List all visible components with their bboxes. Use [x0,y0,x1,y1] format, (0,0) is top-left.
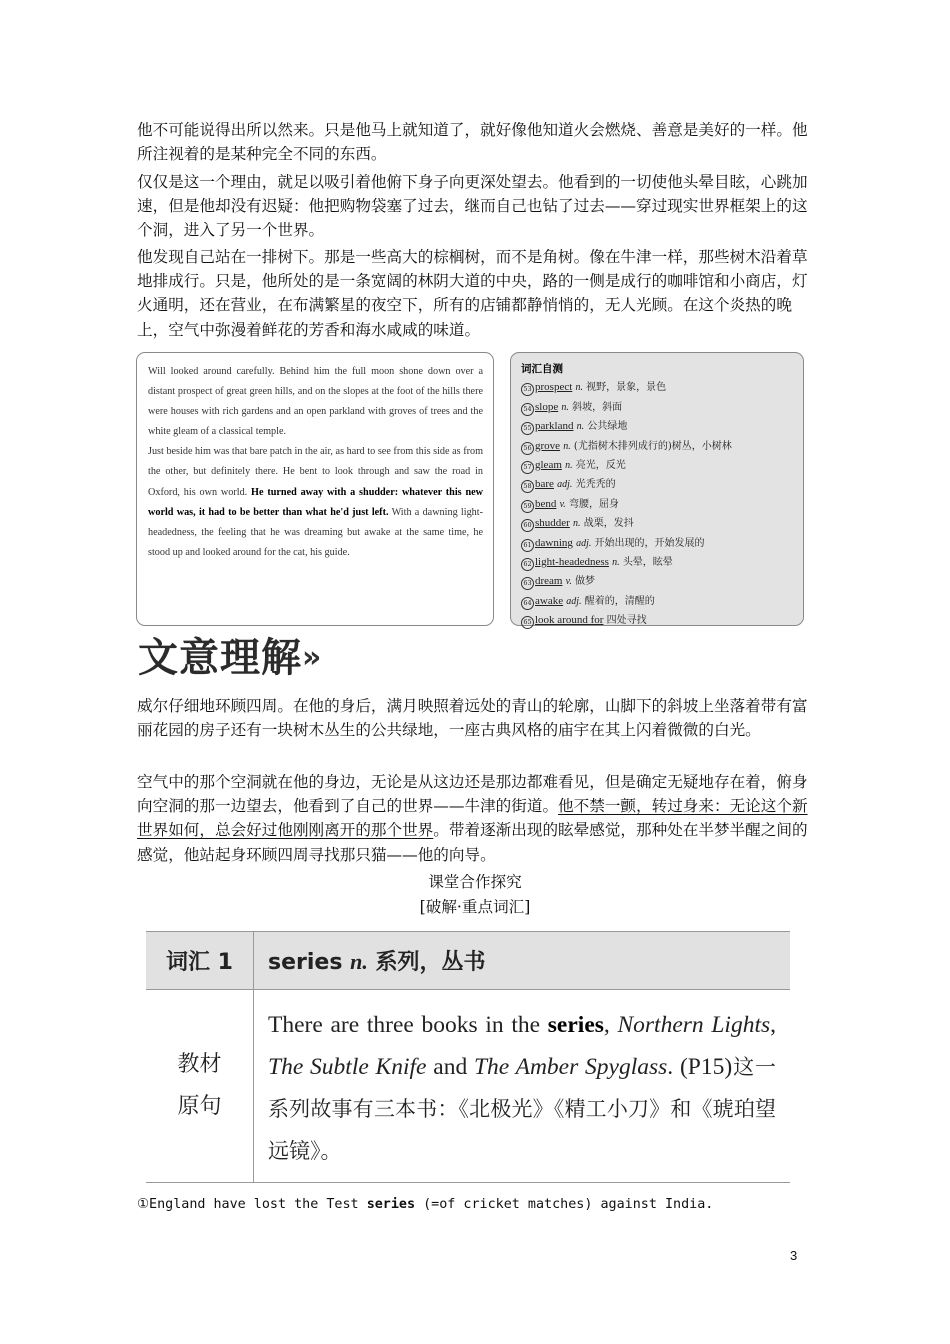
vocab-item-number: 56 [521,442,534,455]
example-keyword: series [366,1197,416,1212]
translation-paragraph-1: 威尔仔细地环顾四周。在他的身后，满月映照着远处的青山的轮廓，山脚下的斜坡上坐落着带有富丽花园的房子还有一块树木丛生的公共绿地，一座古典风格的庙宇在其上闪着微微的白光。 [137,697,808,740]
vocab-table [146,931,790,1183]
vocab-item-word: shudder [535,517,570,530]
vocab-item-pos: n. [576,421,585,433]
vocab-item [521,417,793,436]
textbook-sentence [254,990,791,1183]
vocab-item-number: 61 [521,539,534,552]
vocab-item [521,553,793,572]
vocab-item-number: 53 [521,383,534,396]
vocab-box-title: 词汇自测 [521,363,563,375]
sentence-text: , [603,1012,618,1038]
vocab-meaning: 系列，丛书 [375,950,486,975]
vocab-item-meaning: 亮光，反光 [575,460,626,472]
translation-text: 。带着逐渐出现的眩晕感觉，那种处在半梦半醒之间的感觉，他站起身环顾四周寻找那只猫——他的向导。 [137,821,808,864]
vocab-item-word: gleam [535,459,562,472]
vocab-table-body-row [146,990,790,1183]
reading-text: With a dawning light-headedness, the feeling that he was dreaming but awake at the same time, he stood up and looked around for the cat, his guide. [148,506,483,558]
vocab-item [521,611,793,630]
vocab-item [521,495,793,514]
translation-paragraph-2 [137,770,817,867]
sentence-text: and [426,1054,474,1080]
vocab-item-word: grove [535,439,561,452]
reading-bold-sentence: He turned away with a shudder: whatever this new world was, it had to be better than what he'd just left. [148,486,483,518]
vocab-item [521,398,793,417]
vocab-item-pos: v. [559,498,566,510]
vocab-item-pos: n. [565,460,573,472]
book-title-2: The Subtle Knife [268,1054,427,1080]
vocab-word: series [268,950,343,975]
sentence-text: , [770,1012,777,1038]
vocab-item-meaning: 头晕，眩晕 [622,557,673,569]
vocab-item-pos: n. [561,401,569,413]
key-vocab-subheading: [破解·重点词汇] [419,898,531,916]
vocab-item-meaning: (尤指树木排列成行的)树丛，小树林 [573,440,732,452]
vocab-item-pos: n. [563,440,571,452]
translation-underlined-sentence: 他不禁一颤，转过身来：无论这个新世界如何，总会好过他刚刚离开的那个世界 [137,797,808,840]
translation-text: 空气中的那个空洞就在他的身边，无论是从这边还是那边都难看见，但是确定无疑地存在着，俯身向空洞的那一边望去，他看到了自己的世界——牛津的街道。 [137,773,808,816]
sentence-text: . (P15) [667,1054,733,1080]
vocab-item-number: 65 [521,616,534,629]
vocab-item [521,592,793,611]
sentence-text: There are three books in the [268,1012,548,1038]
vocab-item [521,572,793,591]
example-sentence-1 [137,1195,713,1215]
reading-text: Just beside him was that bare patch in the air, as hard to see from this side as from the other, but definitely there. He bent to look through and saw the road in Oxford, his own world. [148,446,483,498]
vocab-item-pos: v. [565,576,572,588]
vocab-item-word: bare [535,478,554,491]
vocab-item-pos: adj. [576,537,592,549]
vocab-item-meaning: 弯腰，屈身 [568,498,619,510]
example-text: ①England have lost the Test [137,1197,367,1212]
vocab-item-meaning: 斜坡，斜面 [572,401,623,413]
vocab-list [521,378,793,630]
vocab-self-test-box [510,352,804,626]
vocab-item-number: 60 [521,519,534,532]
sentence-keyword: series [547,1012,604,1038]
paragraph-2: 仅仅是这一个理由，就足以吸引着他俯下身子向更深处望去。他看到的一切使他头晕目眩，心跳加速，但是他却没有迟疑：他把购物袋塞了过去，继而自己也钻了过去——穿过现实世界框架上的这个洞，进入了另一个世界。 [137,173,808,240]
vocab-item-meaning: 做梦 [575,576,596,588]
vocab-item-pos: n. [573,518,581,530]
vocab-item-pos: n. [575,382,583,394]
vocab-headword [254,932,791,990]
vocab-item-word: light-headedness [535,556,609,569]
vocab-item-meaning: 开始出现的，开始发展的 [594,537,705,549]
vocab-item-word: slope [535,400,559,413]
reading-paragraph-2 [148,442,483,563]
vocab-item-pos: adj. [557,479,573,491]
vocab-item-meaning: 战栗，发抖 [583,518,634,530]
label-line-2: 原句 [177,1094,222,1119]
reading-passage-box [136,352,494,626]
vocab-number-label: 词汇 1 [146,932,254,990]
page-number: 3 [790,1248,798,1263]
vocab-item-pos: n. [612,557,620,569]
paragraph-1: 他不可能说得出所以然来。只是他马上就知道了，就好像他知道火会燃烧、善意是美好的一样。他所注视着的是某种完全不同的东西。 [137,121,808,164]
vocab-item-meaning: 四处寻找 [606,615,647,627]
vocab-item-meaning: 醒着的，清醒的 [584,595,655,607]
reading-paragraph-1: Will looked around carefully. Behind him the full moon shone down over a distant prospect of great green hills, and on the slopes at the foot of the hills there were houses with rich gardens and an open parkland with groves of trees and the white gleam of a classical temple. [148,366,483,438]
vocab-item-number: 57 [521,461,534,474]
vocab-item-number: 62 [521,558,534,571]
vocab-item-word: dream [535,575,563,588]
vocab-item-number: 55 [521,422,534,435]
section-title-mark: » [302,640,323,675]
vocab-item [521,378,793,397]
vocab-item [521,534,793,553]
vocab-item-pos: adj. [566,595,582,607]
book-title-3: The Amber Spyglass [473,1054,668,1080]
vocab-item-number: 59 [521,500,534,513]
label-line-1: 教材 [177,1052,222,1077]
vocab-item [521,514,793,533]
vocab-item-word: awake [535,594,564,607]
classroom-heading: 课堂合作探究 [428,873,522,891]
vocab-pos: n. [350,949,368,974]
vocab-item-word: look around for [535,614,604,627]
sentence-translation: 这一系列故事有三本书：《北极光》《精工小刀》和《琥珀望远镜》。 [268,1055,776,1163]
section-title-text: 文意理解 [138,635,302,681]
vocab-item-word: dawning [535,536,573,549]
vocab-item-meaning: 视野，景象，景色 [586,382,667,394]
vocab-item [521,456,793,475]
vocab-item-number: 58 [521,480,534,493]
vocab-item [521,437,793,456]
paragraph-3: 他发现自己站在一排树下。那是一些高大的棕榈树，而不是角树。像在牛津一样，那些树木沿着草地排成行。只是，他所处的是一条宽阔的林阴大道的中央，路的一侧是成行的咖啡馆和小商店，灯火通明，还在营业，在布满繁星的夜空下，所有的店铺都静悄悄的，无人光顾。在这个炎热的晚上，空气中弥漫着鲜花的芳香和海水咸咸的味道。 [137,248,808,339]
vocab-item-number: 54 [521,403,534,416]
vocab-item-meaning: 光秃秃的 [575,479,616,491]
vocab-item [521,475,793,494]
vocab-item-number: 64 [521,597,534,610]
vocab-item-word: parkland [535,420,574,433]
section-title [138,633,322,683]
vocab-item-word: prospect [535,381,573,394]
vocab-table-header-row [146,932,790,990]
book-title-1: Northern Lights [617,1012,771,1038]
textbook-sentence-label [146,990,254,1183]
vocab-item-number: 63 [521,577,534,590]
vocab-item-word: bend [535,497,557,510]
vocab-item-meaning: 公共绿地 [587,421,628,433]
example-text: (=of cricket matches) against India. [415,1197,714,1212]
